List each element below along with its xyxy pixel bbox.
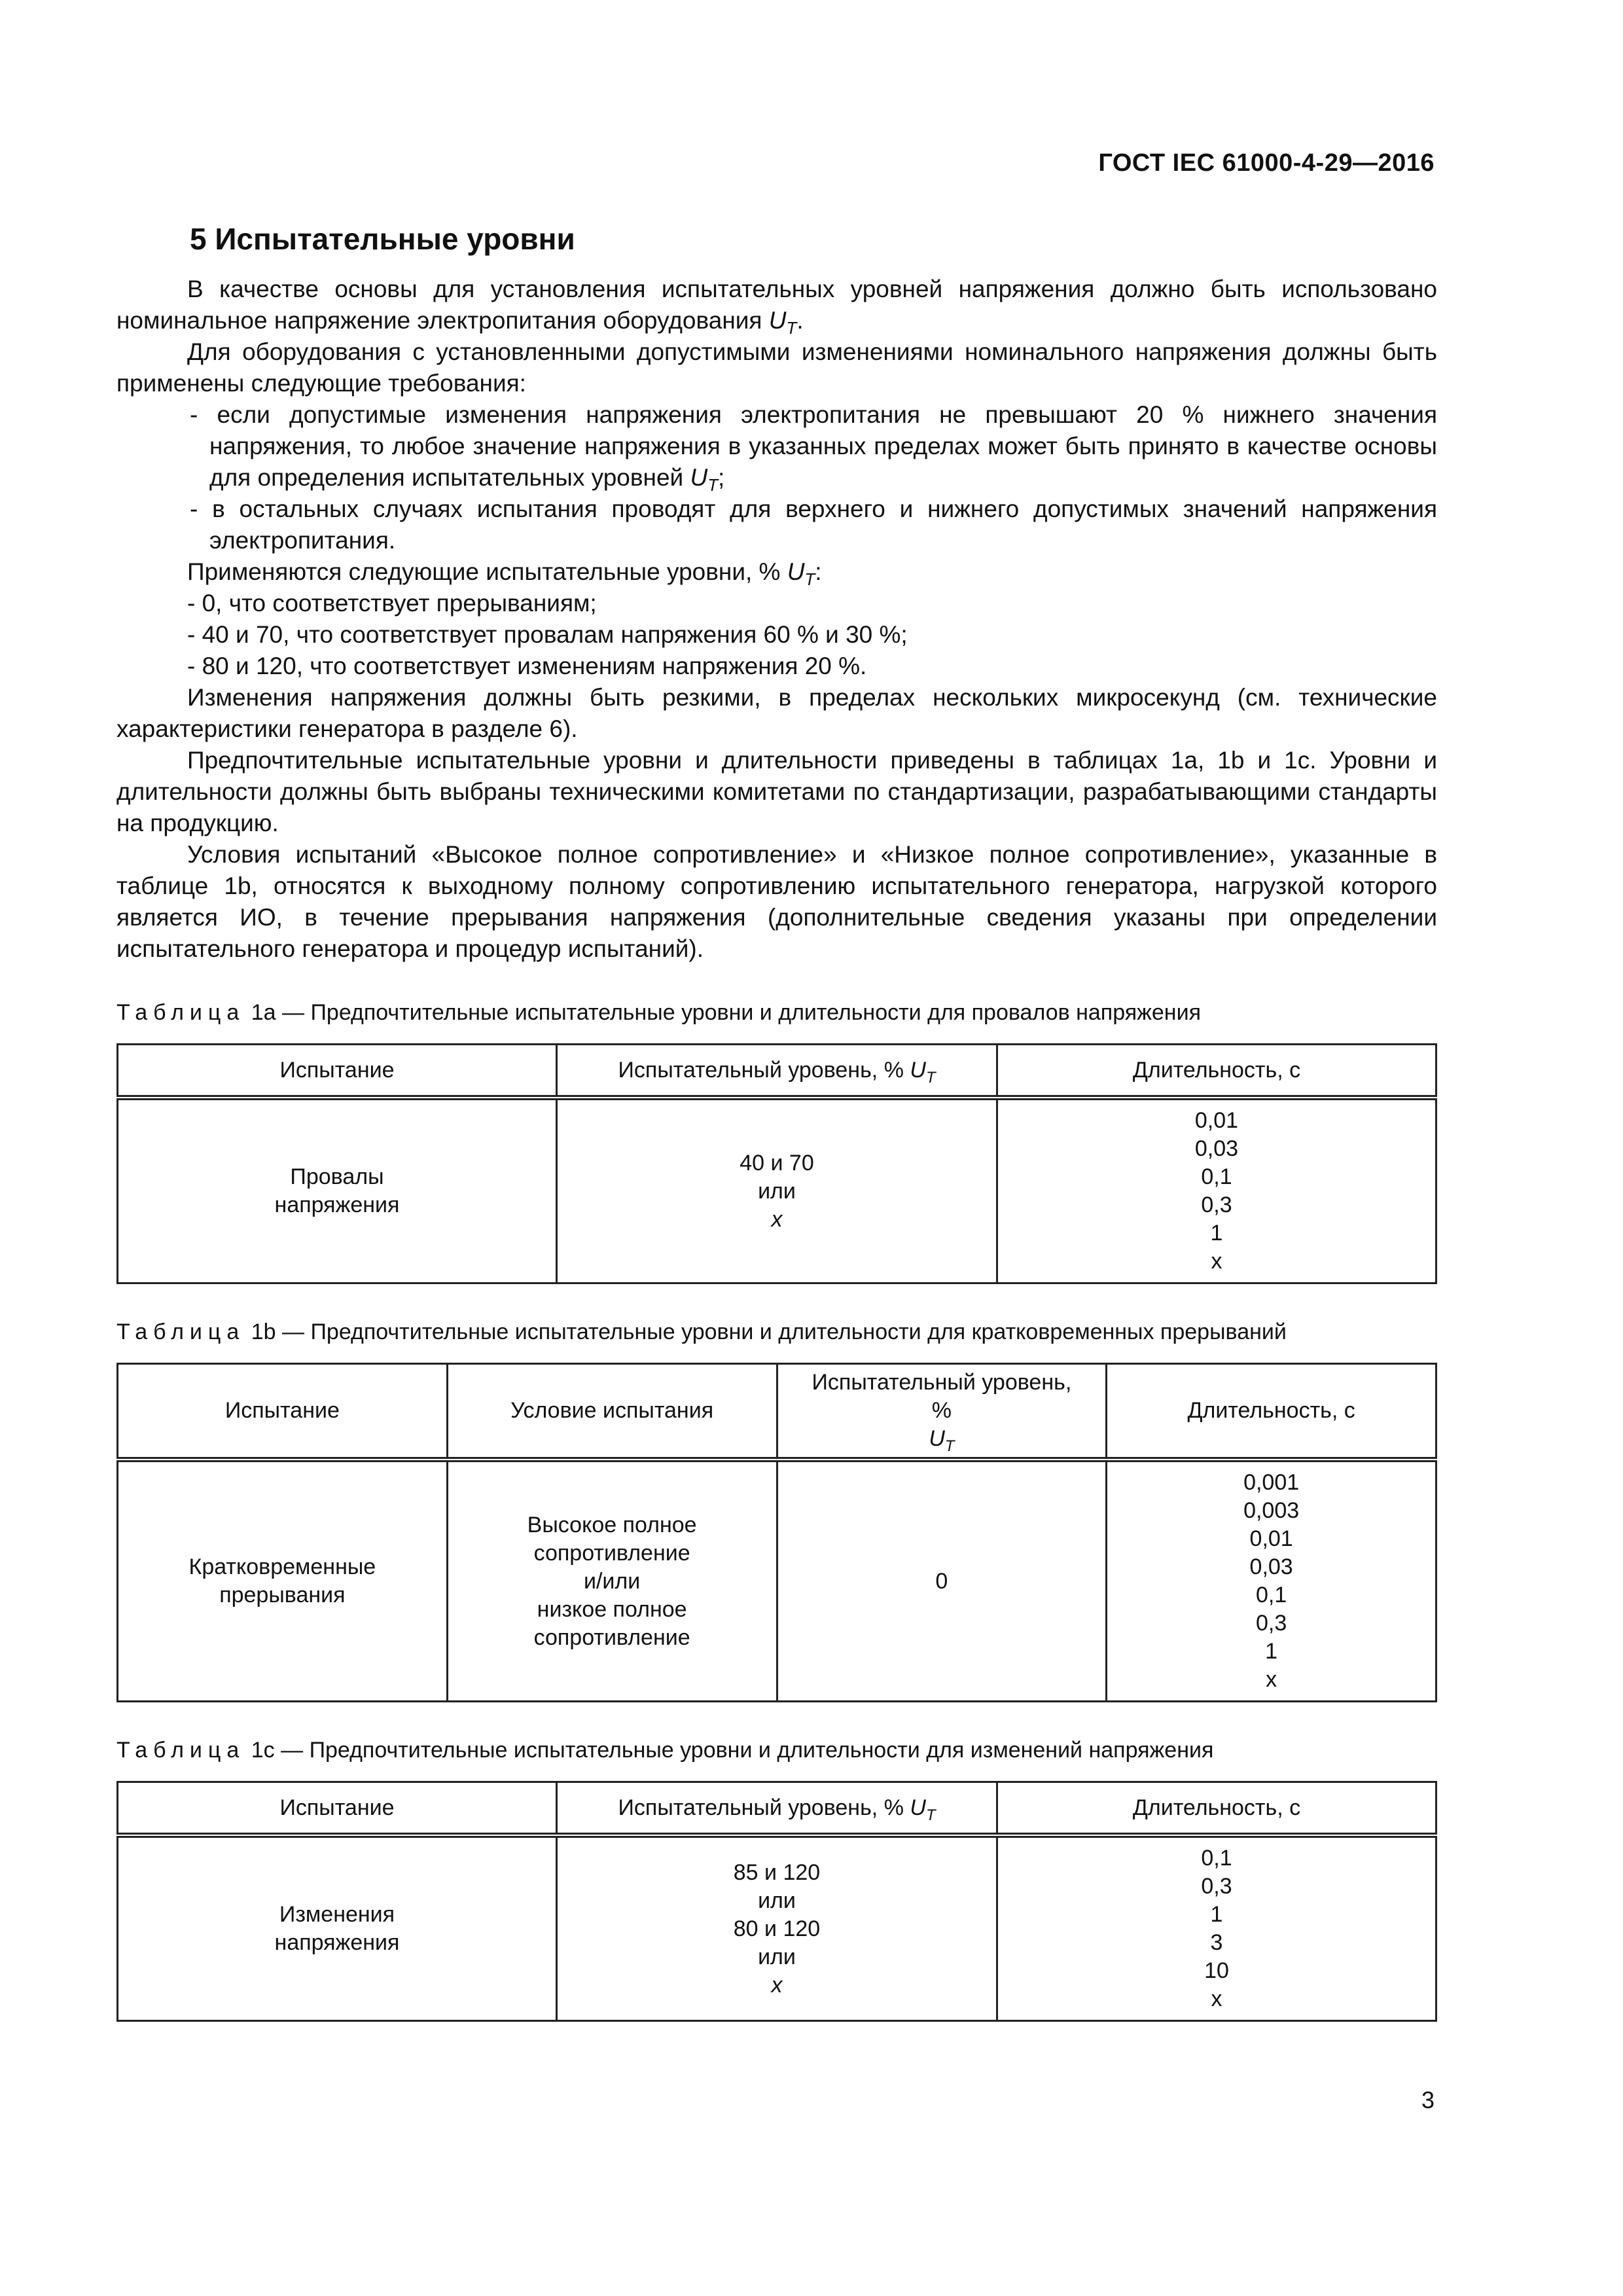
page-number: 3 <box>1421 2087 1435 2113</box>
table-1b-test-cell: Кратковременные прерывания <box>118 1460 448 1702</box>
section-title: 5 Испытательные уровни <box>190 222 575 256</box>
table-1c-caption: Таблица 1c — Предпочтительные испытательные уровни и длительности для изменений напряжения <box>116 1738 1214 1763</box>
table-row <box>118 1460 1436 1702</box>
table-1b-header-condition: Условие испытания <box>447 1364 777 1460</box>
table-1a-level-cell: 40 и 70 или x <box>556 1098 997 1283</box>
table-1a-duration-cell: 0,01 0,03 0,1 0,3 1 x <box>997 1098 1436 1283</box>
table-1c-test-cell: Изменения напряжения <box>118 1835 557 2021</box>
page-content <box>116 221 1437 2022</box>
dash-item-1: - 0, что соответствует прерываниям; <box>187 590 597 617</box>
table-1c-header-test: Испытание <box>118 1782 557 1836</box>
table-1c-level-cell: 85 и 120 или 80 и 120 или x <box>556 1835 997 2021</box>
table-1b-header-duration: Длительность, с <box>1107 1364 1436 1460</box>
table-1a-header-test: Испытание <box>118 1045 557 1098</box>
table-1b <box>116 1363 1437 1702</box>
table-row <box>118 1098 1436 1283</box>
table-1b-header-test: Испытание <box>118 1364 448 1460</box>
table-1c-header-duration: Длительность, с <box>997 1782 1436 1836</box>
paragraph-3: Применяются следующие испытательные уровни, % $U_T$: <box>187 558 822 589</box>
table-1a-header-level: Испытательный уровень, % $U_T$ <box>556 1045 997 1098</box>
table-1b-caption: Таблица 1b — Предпочтительные испытательные уровни и длительности для кратковременных прерываний <box>116 1319 1287 1344</box>
table-1c-duration-cell: 0,1 0,3 1 3 10 x <box>997 1835 1436 2021</box>
paragraph-1: В качестве основы для установления испытательных уровней напряжения должно быть использовано номинальное напряжение электропитания оборудования $U_T$. <box>116 276 1437 338</box>
table-1a-test-cell: Провалы напряжения <box>118 1098 557 1283</box>
table-1c <box>116 1781 1437 2022</box>
paragraph-6: Условия испытаний «Высокое полное сопротивление» и «Низкое полное сопротивление», указанные в таблице 1b, относятся к выходному полному сопротивлению испытательного генератора, нагрузкой которого является ИО, в течение прерывания напряжения (дополнительные сведения указаны при определении испытательного генератора и процедур испытаний). <box>116 841 1437 962</box>
paragraph-4: Изменения напряжения должны быть резкими, в пределах нескольких микросекунд (см. технические характеристики генератора в разделе 6). <box>116 684 1437 742</box>
table-1a-header-duration: Длительность, с <box>997 1045 1436 1098</box>
table-row <box>118 1835 1436 2021</box>
dash-item-3: - 80 и 120, что соответствует изменениям напряжения 20 %. <box>187 653 867 679</box>
table-1a <box>116 1043 1437 1284</box>
paragraph-2: Для оборудования с установленными допустимыми изменениями номинального напряжения должны быть применены следующие требования: <box>116 338 1437 397</box>
table-1a-caption: Таблица 1a — Предпочтительные испытательные уровни и длительности для провалов напряжения <box>116 1000 1201 1025</box>
table-1b-duration-cell: 0,001 0,003 0,01 0,03 0,1 0,3 1 x <box>1107 1460 1436 1702</box>
table-1b-level-cell: 0 <box>777 1460 1107 1702</box>
bullet-1: - если допустимые изменения напряжения электропитания не превышают 20 % нижнего значения напряжения, то любое значение напряжения в указанных пределах может быть принято в качестве основы для определения испытательных уровней $U_T$; <box>190 401 1437 495</box>
bullet-2: - в остальных случаях испытания проводят для верхнего и нижнего допустимых значений напряжения электропитания. <box>190 495 1437 554</box>
dash-item-2: - 40 и 70, что соответствует провалам напряжения 60 % и 30 %; <box>187 621 908 648</box>
document-header: ГОСТ IEC 61000-4-29—2016 <box>1098 149 1435 177</box>
table-1b-condition-cell: Высокое полное сопротивление и/или низкое полное сопротивление <box>447 1460 777 1702</box>
table-1c-header-level: Испытательный уровень, % $U_T$ <box>556 1782 997 1836</box>
paragraph-5: Предпочтительные испытательные уровни и длительности приведены в таблицах 1a, 1b и 1c. Уровни и длительности должны быть выбраны техническими комитетами по стандартизации, разрабатывающими стандарты на продукцию. <box>116 747 1437 836</box>
table-1b-header-level: Испытательный уровень, % $U_T$ <box>777 1364 1107 1460</box>
